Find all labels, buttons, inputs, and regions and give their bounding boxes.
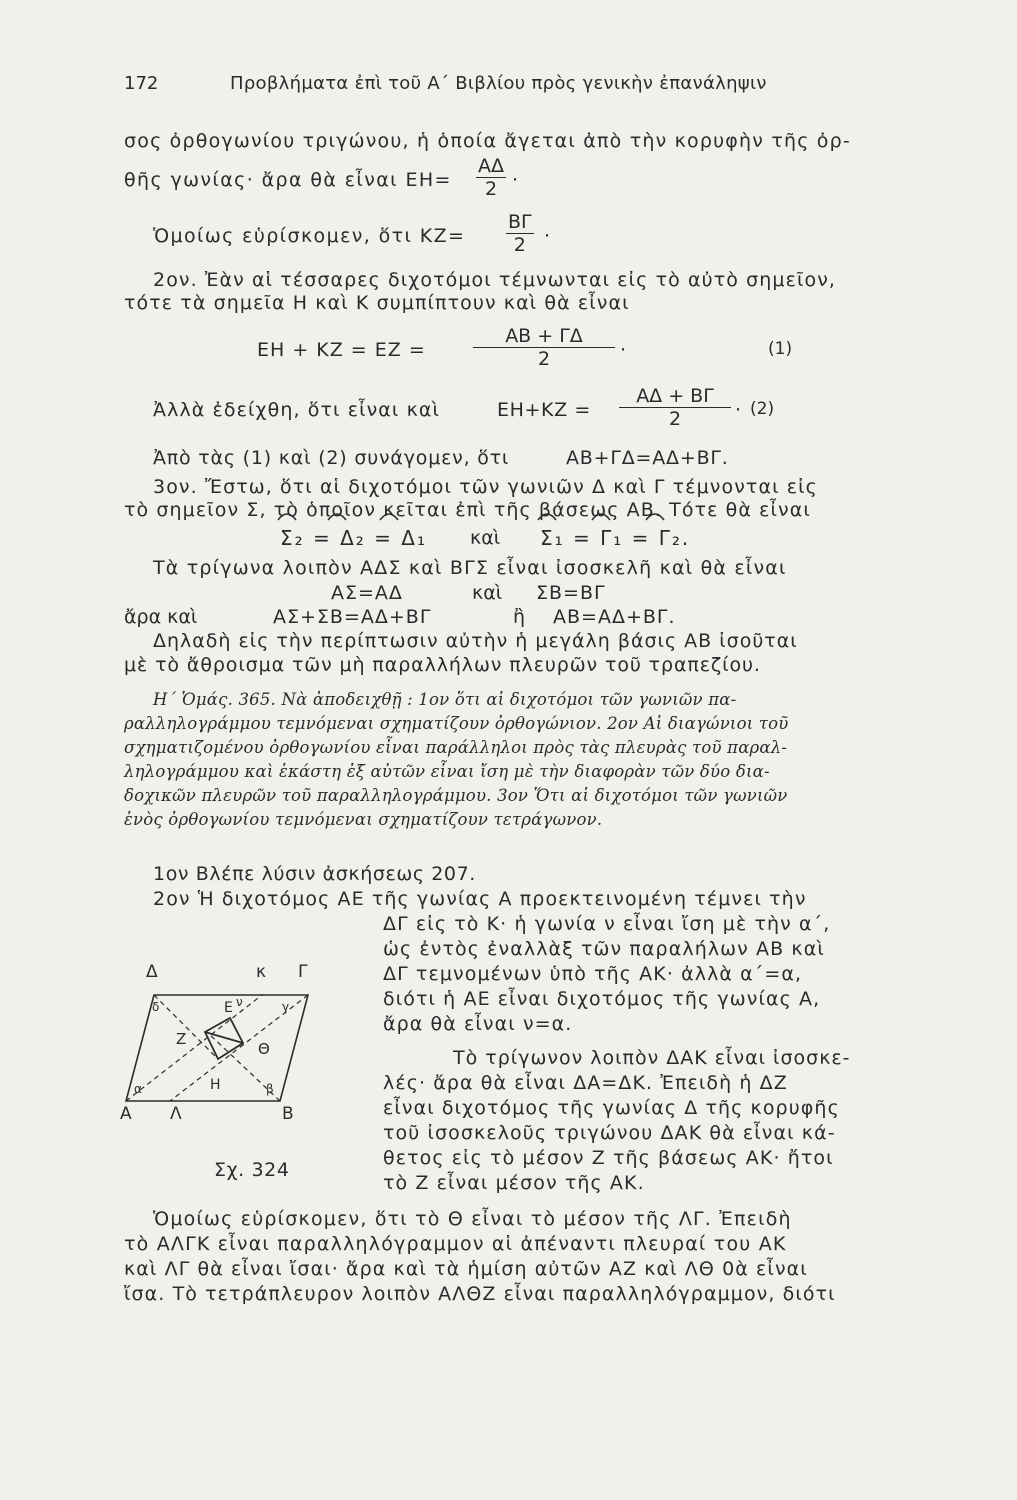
figure-label-alpha: α (134, 1082, 142, 1096)
text-line: θετος εἰς τὸ μέσον Ζ τῆς βάσεως ΑΚ· ἤτοι (383, 1147, 834, 1169)
problem-line: δοχικῶν πλευρῶν τοῦ παραλληλογράμμου. 3ον Ὅτι αἱ διχοτόμοι τῶν γωνιῶν (124, 786, 788, 805)
problem-line: ἑνὸς ὀρθογωνίου τεμνόμεναι σχηματίζουν τετράγωνον. (124, 810, 603, 829)
text-line: ὡς ἐντὸς ἐναλλὰξ τῶν παραλήλων ΑΒ καὶ (383, 938, 825, 960)
parallelogram-figure (120, 975, 320, 1125)
text-line: Ὁμοίως εὑρίσκομεν, ὅτι τὸ Θ εἶναι τὸ μέσον τῆς ΛΓ. Ἐπειδὴ (153, 1208, 792, 1230)
fraction-ab-gd-over-2: $\frac{AB + \Gamma\Delta}{2}$ (473, 325, 615, 370)
text-line: μὲ τὸ ἄθροισμα τῶν μὴ παραλλήλων πλευρῶν τοῦ τραπεζίου. (124, 654, 761, 676)
text-line: ΑΒ=ΑΔ+ΒΓ. (553, 606, 676, 628)
angle-equation-right: Σ₁ = Γ₁ = Γ₂. (540, 526, 691, 550)
figure-label-h: Η (210, 1077, 221, 1093)
punctuation: · (735, 399, 742, 421)
text-line: ΔΓ τεμνομένων ὑπὸ τῆς ΑΚ· ἀλλὰ α΄=α, (383, 963, 803, 985)
text-line: Ἀλλὰ ἐδείχθη, ὅτι εἶναι καὶ (153, 399, 441, 421)
text-line: 2ον. Ἐὰν αἱ τέσσαρες διχοτόμοι τέμνωνται εἰς τὸ αὐτὸ σημεῖον, (153, 269, 837, 291)
text-line: ἄρα θὰ εἶναι ν=α. (383, 1013, 573, 1035)
text-line: λές· ἄρα θὰ εἶναι ΔΑ=ΔΚ. Ἐπειδὴ ἡ ΔΖ (383, 1072, 788, 1094)
text-line: τὸ ΑΛΓΚ εἶναι παραλληλόγραμμον αἱ ἀπέναντι πλευραί του ΑΚ (124, 1233, 787, 1255)
text-line: ΑΣ=ΑΔ (331, 582, 403, 604)
angle-equation-left: Σ₂ = Δ₂ = Δ₁ (280, 526, 427, 550)
figure-caption: Σχ. 324 (214, 1159, 290, 1181)
figure-label-gamma: γ (282, 1000, 290, 1014)
text-line: Τὸ τρίγωνον λοιπὸν ΔΑΚ εἶναι ἰσοσκε- (453, 1047, 851, 1069)
figure-label-nu: ν (236, 995, 243, 1009)
text-line: εἶναι διχοτόμος τῆς γωνίας Δ τῆς κορυφῆς (383, 1097, 840, 1119)
punctuation: · (544, 225, 551, 247)
text-line: Ὁμοίως εὑρίσκομεν, ὅτι ΚΖ= (153, 225, 466, 247)
text-line: σος ὀρθογωνίου τριγώνου, ἡ ὁποία ἄγεται ἀπὸ τὴν κορυφὴν τῆς ὀρ- (124, 130, 851, 152)
bisector-ae (126, 995, 262, 1101)
text-line: Τὰ τρίγωνα λοιπὸν ΑΔΣ καὶ ΒΓΣ εἶναι ἰσοσκελῆ καὶ θὰ εἶναι (153, 557, 787, 579)
text-line: ΑΒ+ΓΔ=ΑΔ+ΒΓ. (566, 447, 729, 469)
figure-label-e: Ε (224, 1000, 233, 1016)
figure-label-b: Β (282, 1104, 294, 1124)
equation-tag: (1) (768, 339, 793, 359)
punctuation: · (512, 169, 519, 191)
figure-label-th: Θ (258, 1040, 270, 1058)
text-line: Δηλαδὴ εἰς τὴν περίπτωσιν αὐτὴν ἡ μεγάλη βάσις ΑΒ ἰσοῦται (153, 630, 798, 652)
problem-line: σχηματιζομένου ὀρθογωνίου εἶναι παράλληλοι πρὸς τὰς πλευρὰς τοῦ παραλ- (124, 738, 788, 757)
equation-lhs: ΕΗ + ΚΖ = ΕΖ = (257, 339, 426, 361)
text-line: καὶ ΛΓ θὰ εἶναι ἴσαι· ἄρα καὶ τὰ ἡμίση αὐτῶν ΑΖ καὶ ΛΘ 0ὰ εἶναι (124, 1258, 808, 1280)
text-line: ἄρα καὶ (124, 606, 198, 628)
text-line: ΑΣ+ΣΒ=ΑΔ+ΒΓ (273, 606, 432, 628)
text-line: τότε τὰ σημεῖα Η καὶ Κ συμπίπτουν καὶ θὰ εἶναι (124, 292, 630, 314)
problem-line: ραλληλογράμμου τεμνόμεναι σχηματίζουν ὀρθογώνιον. 2ον Αἱ διαγώνιοι τοῦ (124, 714, 789, 733)
text-line: ΣΒ=ΒΓ (536, 582, 606, 604)
punctuation: · (620, 339, 627, 361)
text-line: Ἀπὸ τὰς (1) καὶ (2) συνάγομεν, ὅτι (153, 447, 510, 469)
text-line: καὶ (470, 527, 501, 549)
text-line: διότι ἡ ΑΕ εἶναι διχοτόμος τῆς γωνίας Α, (383, 988, 821, 1010)
figure-label-d: Δ (146, 962, 158, 982)
fraction-ad-over-2: $\frac{A\Delta}{2}$ (478, 155, 504, 200)
figure-label-k: κ (256, 962, 267, 982)
text-line: τοῦ ἰσοσκελοῦς τριγώνου ΔΑΚ θὰ εἶναι κά- (383, 1122, 836, 1144)
problem-line: Η΄ Ὁμάς. 365. Νὰ ἀποδειχθῇ : 1ον ὅτι αἱ διχοτόμοι τῶν γωνιῶν πα- (153, 690, 737, 709)
angle-hats (0, 506, 1017, 536)
text-line: 2ον Ἡ διχοτόμος ΑΕ τῆς γωνίας Α προεκτεινομένη τέμνει τὴν (153, 888, 807, 910)
text-line: καὶ (472, 582, 503, 604)
text-line: ἴσα. Τὸ τετράπλευρον λοιπὸν ΑΛΘΖ εἶναι παραλληλόγραμμον, διότι (124, 1283, 836, 1305)
figure-label-a: Α (120, 1104, 132, 1124)
text-line: 3ον. Ἔστω, ὅτι αἱ διχοτόμοι τῶν γωνιῶν Δ καὶ Γ τέμνονται εἰς (153, 476, 818, 498)
bisector-dz (154, 995, 218, 1059)
text-line: 1ον Βλέπε λύσιν ἀσκήσεως 207. (153, 863, 476, 885)
text-line: τὸ Ζ εἶναι μέσον τῆς ΑΚ. (383, 1172, 645, 1194)
fraction-ad-bg-over-2: $\frac{A\Delta + B\Gamma}{2}$ (619, 385, 731, 430)
figure-label-delta: δ (152, 1000, 160, 1014)
equation-lhs: ΕΗ+ΚΖ = (497, 399, 591, 421)
page-number: 172 (124, 73, 159, 94)
figure-label-beta: β (266, 1082, 274, 1096)
text-line: τὸ σημεῖον Σ, τὸ ὁποῖον κεῖται ἐπὶ τῆς βάσεως ΑΒ. Τότε θὰ εἶναι (124, 499, 811, 521)
figure-label-g: Γ (298, 962, 308, 982)
fraction-bg-over-2: $\frac{B\Gamma}{2}$ (508, 211, 532, 256)
text-line: ἢ (513, 606, 526, 628)
inner-rectangle (205, 1018, 243, 1059)
problem-line: ληλογράμμου καὶ ἑκάστη ἐξ αὐτῶν εἶναι ἴση μὲ τὴν διαφορὰν τῶν δύο δια- (124, 762, 770, 781)
figure-label-l: Λ (170, 1104, 182, 1124)
equation-tag: (2) (750, 399, 775, 419)
text-line: ΔΓ εἰς τὸ Κ· ἡ γωνία ν εἶναι ἴση μὲ τὴν α΄, (383, 913, 831, 935)
figure-label-z: Ζ (176, 1030, 187, 1048)
running-title: Προβλήματα ἐπὶ τοῦ Α΄ Βιβλίου πρὸς γενικὴν ἐπανάληψιν (230, 73, 767, 94)
text-line: θῆς γωνίας· ἄρα θὰ εἶναι ΕΗ= (124, 169, 452, 191)
